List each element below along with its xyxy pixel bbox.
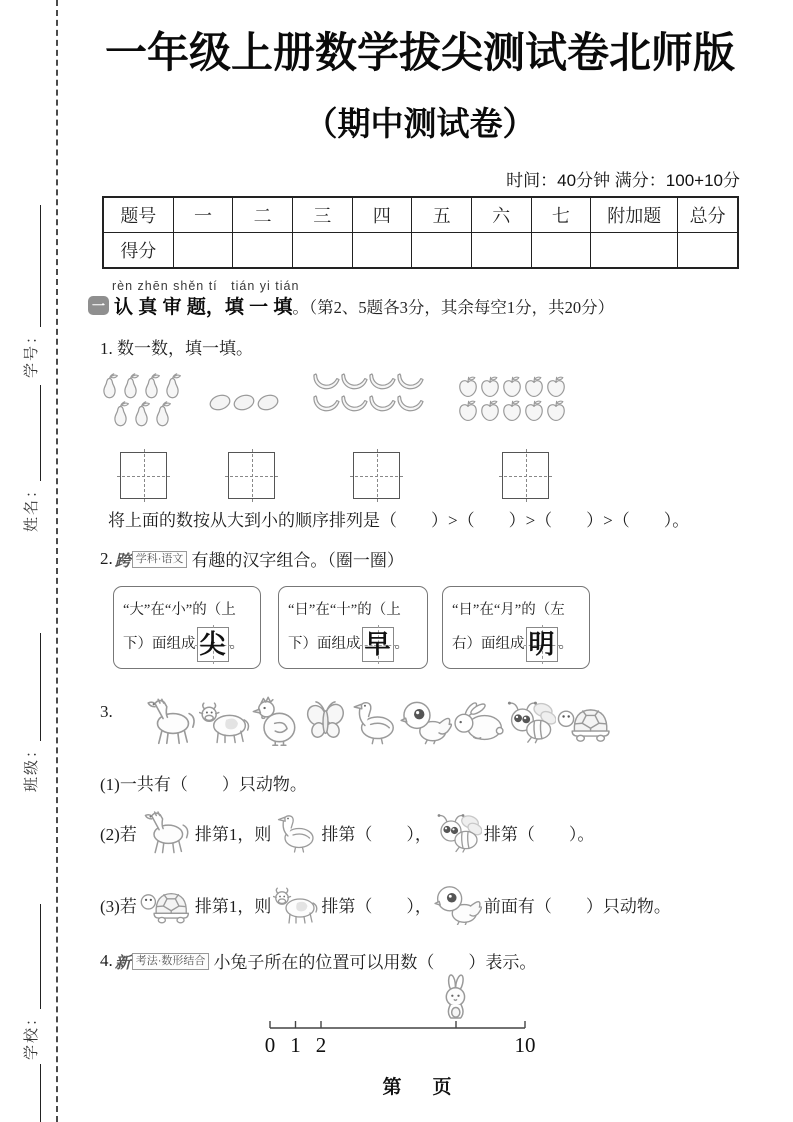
score-table-header-9: 总分 <box>678 197 738 233</box>
q4-number: 4. <box>100 950 113 970</box>
mango-icon <box>207 392 233 413</box>
header <box>100 20 740 145</box>
sidebar-field-name <box>15 385 41 532</box>
q2-box3-char-grid <box>526 627 558 662</box>
cow-icon <box>199 692 251 750</box>
fruit-group-bananas <box>301 370 435 414</box>
q2-box-1: “大”在“小”的（上 下）面组成 尖 。 <box>113 586 261 669</box>
q4-number-line <box>255 972 555 1067</box>
q2-box1-line2: 下）面组成 <box>123 635 196 652</box>
score-table-header-1: 一 <box>173 197 233 233</box>
answer-grid-2 <box>228 452 275 499</box>
score-table-header-3: 三 <box>292 197 352 233</box>
turtle-icon <box>556 692 614 750</box>
q3-sub2: (2)若 排第1，则 排第（ ）， 排第（ ）。 <box>100 806 594 858</box>
score-row-label: 得分 <box>103 233 173 269</box>
name-blank <box>24 385 41 481</box>
tick-label-0: 0 <box>264 1033 276 1057</box>
score-cell-8 <box>591 233 678 269</box>
q3-sub1: (1)一共有（ ）只动物。 <box>100 775 307 794</box>
score-table-header-6: 六 <box>471 197 531 233</box>
school-label: 学校： <box>24 1008 40 1060</box>
apple-icon <box>522 375 546 399</box>
q4-stem <box>100 948 536 973</box>
answer-grid-1 <box>120 452 167 499</box>
horse-icon <box>142 692 199 750</box>
q1-number: 1. <box>100 339 113 358</box>
q2-stem <box>100 546 404 571</box>
mango-icon <box>255 392 281 413</box>
pear-icon <box>131 400 152 428</box>
q3-number: 3. <box>100 702 113 721</box>
rabbit-icon <box>446 974 464 1018</box>
bee-icon <box>504 692 556 750</box>
pear-icon <box>141 372 162 400</box>
rabbit-icon <box>452 692 504 750</box>
chicken-icon <box>251 692 303 750</box>
score-table-header-7: 七 <box>531 197 591 233</box>
horse-icon <box>139 808 193 856</box>
q4-tag <box>115 950 210 973</box>
section-pinyin: rèn zhēn shěn tí tián yi tián <box>112 279 300 293</box>
score-cell-3 <box>292 233 352 269</box>
q2-tag-label: 学科·语文 <box>132 551 188 568</box>
tick-label-10: 10 <box>514 1033 536 1057</box>
score-table-header-4: 四 <box>352 197 412 233</box>
q2-box3-char: 明 <box>528 630 555 659</box>
score-table-header-5: 五 <box>412 197 472 233</box>
fruit-group-pears <box>95 372 187 428</box>
fruit-row <box>208 392 280 413</box>
q2-box1-line1: “大”在“小”的（上 <box>123 602 236 618</box>
goose-icon <box>348 692 400 750</box>
q2-box3-line2: 右）面组成 <box>452 635 525 652</box>
mango-icon <box>231 392 257 413</box>
sidebar-field-class <box>15 633 41 792</box>
answer-grid-3 <box>353 452 400 499</box>
fruit-row <box>312 392 424 414</box>
apple-icon <box>522 399 546 423</box>
page-title: 一年级上册数学拔尖测试卷北师版 <box>104 29 735 76</box>
q1-stem <box>100 334 253 359</box>
pear-icon <box>152 400 173 428</box>
q2-box-2: “日”在“十”的（上 下）面组成 早 。 <box>278 586 428 669</box>
score-cell-4 <box>352 233 412 269</box>
score-table-header-2: 二 <box>233 197 293 233</box>
score-cell-6 <box>471 233 531 269</box>
score-table-header-0: 题号 <box>103 197 173 233</box>
q3-sub3: (3)若 排第1，则 排第（ ）， 前面有（ ）只动物。 <box>100 878 671 930</box>
apple-icon <box>544 375 568 399</box>
q1-sort-line: 将上面的数按从大到小的顺序排列是（ ）>（ ）>（ ）>（ ）。 <box>108 511 690 530</box>
q2-box2-line2: 下）面组成 <box>288 635 361 652</box>
apple-icon <box>456 399 480 423</box>
fruit-row <box>457 375 567 399</box>
apple-icon <box>478 375 502 399</box>
page-subtitle: （期中测试卷） <box>304 105 536 142</box>
page-footer: 第 页 <box>382 1077 458 1098</box>
section-number-badge: 一 <box>88 296 109 315</box>
turtle-icon <box>139 880 193 928</box>
q2-box2-line1: “日”在“十”的（上 <box>288 602 401 618</box>
apple-icon <box>478 399 502 423</box>
q1-text: 数一数，填一填。 <box>117 339 253 358</box>
sidebar-field-student-id <box>15 205 41 378</box>
fruit-row <box>110 400 173 428</box>
banana-icon <box>394 370 426 392</box>
q2-box1-char-grid <box>197 627 229 662</box>
name-label: 姓名： <box>24 480 40 532</box>
pear-icon <box>120 372 141 400</box>
tick-label-2: 2 <box>315 1033 327 1057</box>
q4-tag-prefix: 新 <box>114 955 131 972</box>
pear-icon <box>110 400 131 428</box>
section-heading <box>88 292 614 319</box>
sidebar-blank-line <box>15 1064 41 1122</box>
exam-meta: 时间：40分钟 满分：100+10分 <box>506 171 740 190</box>
score-cell-7 <box>531 233 591 269</box>
q4-text: 小兔子所在的位置可以用数（ ）表示。 <box>213 953 537 972</box>
tick-label-1: 1 <box>290 1033 301 1057</box>
student-id-label: 学号： <box>24 326 40 378</box>
score-cell-2 <box>233 233 293 269</box>
apple-icon <box>500 399 524 423</box>
apple-icon <box>456 375 480 399</box>
score-cell-9 <box>678 233 738 269</box>
bird-icon <box>434 883 482 925</box>
q2-tag-prefix: 跨 <box>114 553 131 570</box>
q2-box-3: “日”在“月”的（左 右）面组成 明 。 <box>442 586 590 669</box>
score-table <box>102 196 739 269</box>
fruit-row <box>312 370 424 392</box>
q2-tag <box>115 548 188 571</box>
sidebar-field-school <box>15 904 41 1060</box>
pear-icon <box>162 372 183 400</box>
answer-grid-4 <box>502 452 549 499</box>
q2-box1-char: 尖 <box>199 630 226 659</box>
score-cell-1 <box>173 233 233 269</box>
apple-icon <box>500 375 524 399</box>
school-blank <box>24 904 41 1009</box>
fruit-group-apples <box>450 375 574 423</box>
pear-icon <box>99 372 120 400</box>
q2-text: 有趣的汉字组合。（圈一圈） <box>191 551 404 570</box>
goose-icon <box>273 811 319 853</box>
class-label: 班级： <box>24 740 40 792</box>
fruit-group-mangoes <box>203 392 285 413</box>
bird-icon <box>400 692 452 750</box>
butterfly-icon <box>303 692 348 750</box>
seal-dashed-line <box>56 0 58 1122</box>
class-blank <box>24 633 41 741</box>
bee-icon <box>434 811 482 853</box>
q2-box3-line1: “日”在“月”的（左 <box>452 602 565 618</box>
q3-animal-row <box>142 692 614 750</box>
score-cell-5 <box>412 233 472 269</box>
banana-icon <box>394 392 426 414</box>
score-table-header-8: 附加题 <box>591 197 678 233</box>
q4-tag-label: 考法·数形结合 <box>132 953 210 970</box>
student-id-blank <box>24 205 41 327</box>
apple-icon <box>544 399 568 423</box>
cow-icon <box>273 883 319 925</box>
fruit-row <box>457 399 567 423</box>
q2-box2-char: 早 <box>364 630 391 659</box>
section-title: 认 真 审 题，填 一 填 <box>114 297 293 318</box>
section-note: 。（第2、5题各3分，其余每空1分，共20分） <box>292 297 615 317</box>
q2-box2-char-grid <box>362 627 394 662</box>
q2-number: 2. <box>100 548 113 568</box>
fruit-row <box>99 372 183 400</box>
